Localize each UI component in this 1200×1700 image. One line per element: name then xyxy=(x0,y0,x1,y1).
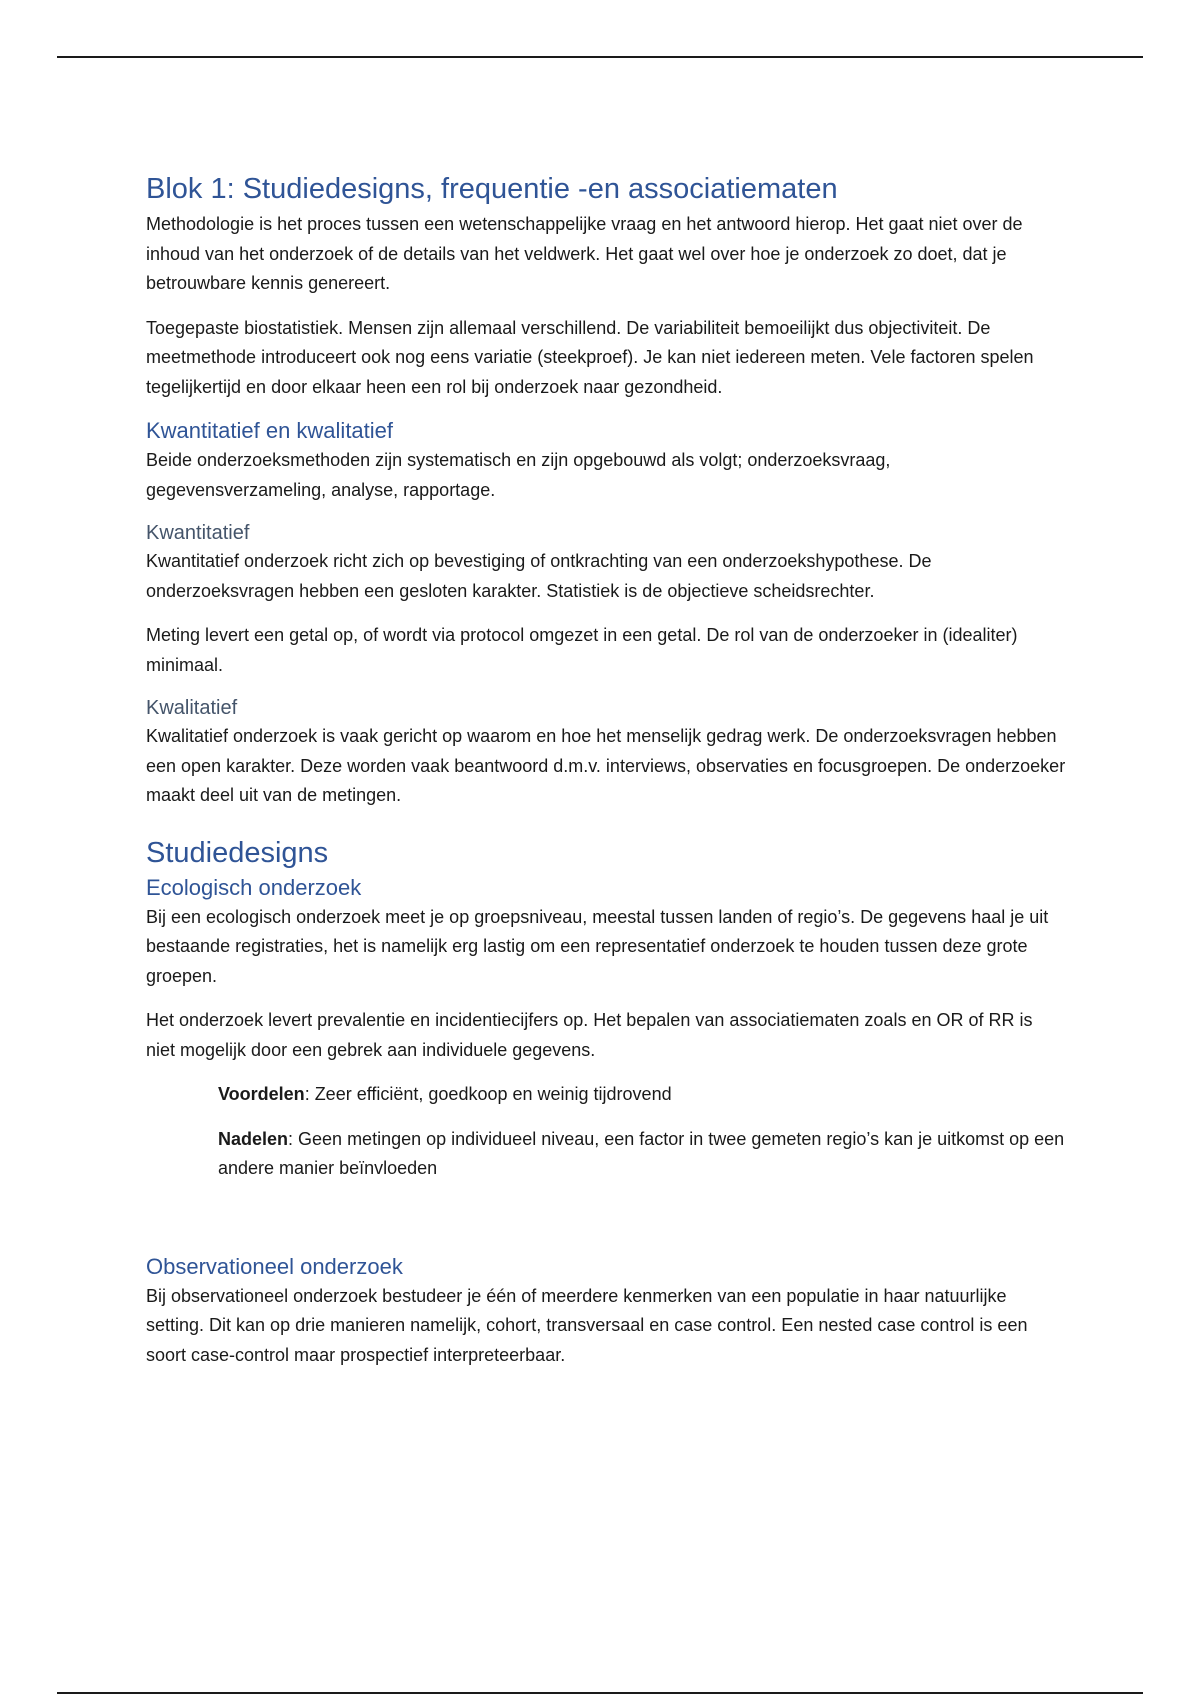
paragraph: Beide onderzoeksmethoden zijn systematisch en zijn opgebouwd als volgt; onderzoeksvraag, gegevensverzameling, analyse, rapportage. xyxy=(146,450,891,500)
paragraph: Kwantitatief onderzoek richt zich op bevestiging of ontkrachting van een onderzoekshypothese. De onderzoeksvragen hebben een gesloten karakter. Statistiek is de objectieve scheidsrechter. xyxy=(146,551,932,601)
section-heading-studiedesigns: Studiedesigns xyxy=(146,836,329,869)
nadelen-text: : Geen metingen op individueel niveau, een factor in twee gemeten regio’s kan je uitkomst op een andere manier beïnvloeden xyxy=(218,1128,1065,1178)
footer-rule xyxy=(57,1692,1143,1694)
document-title: Blok 1: Studiedesigns, frequentie -en associatiematen xyxy=(146,173,838,205)
paragraph: Methodologie is het proces tussen een wetenschappelijke vraag en het antwoord hierop. Het gaat niet over de inhoud van het onderzoek of de details van het veldwerk. Het gaat wel over hoe je onderzoek zo doet, dat je betrouwbare kennis genereert. xyxy=(146,214,1023,293)
paragraph: Het onderzoek levert prevalentie en incidentiecijfers op. Het bepalen van associatiematen zoals en OR of RR is niet mogelijk door een gebrek aan individuele gegevens. xyxy=(146,1010,1033,1060)
paragraph: Bij observationeel onderzoek bestudeer je één of meerdere kenmerken van een populatie in haar natuurlijke setting. Dit kan op drie manieren namelijk, cohort, transversaal en case control. Een nested case control is een soort case-control maar prospectief interpreteerbaar. xyxy=(146,1285,1028,1365)
nadelen-item xyxy=(218,1125,1066,1184)
header-rule xyxy=(57,56,1143,58)
section-heading-kwantitatief-en-kwalitatief: Kwantitatief en kwalitatief xyxy=(146,418,394,443)
paragraph: Meting levert een getal op, of wordt via protocol omgezet in een getal. De rol van de onderzoeker in (idealiter) minimaal. xyxy=(146,625,1018,675)
paragraph: Kwalitatief onderzoek is vaak gericht op waarom en hoe het menselijk gedrag werk. De onderzoeksvragen hebben een open karakter. Deze worden vaak beantwoord d.m.v. interviews, observaties en focusgroepen. De onderzoeker maakt deel uit van de metingen. xyxy=(146,726,1066,805)
paragraph: Bij een ecologisch onderzoek meet je op groepsniveau, meestal tussen landen of regio’s. De gegevens haal je uit bestaande registraties, het is namelijk erg lastig om een representatief onderzoek te houden tussen deze grote groepen. xyxy=(146,906,1049,986)
voordelen-text: : Zeer efficiënt, goedkoop en weinig tijdrovend xyxy=(304,1084,672,1104)
subsection-heading-kwantitatief: Kwantitatief xyxy=(146,522,250,544)
voordelen-item xyxy=(218,1080,1066,1110)
nadelen-label: Nadelen xyxy=(218,1128,289,1149)
subsection-heading-kwalitatief: Kwalitatief xyxy=(146,697,238,719)
empty-spacer xyxy=(146,1184,1066,1238)
section-heading-observationeel-onderzoek: Observationeel onderzoek xyxy=(146,1253,403,1279)
voordelen-label: Voordelen xyxy=(218,1084,305,1104)
paragraph: Toegepaste biostatistiek. Mensen zijn allemaal verschillend. De variabiliteit bemoeilijkt dus objectiviteit. De meetmethode introduceert ook nog eens variatie (steekproef). Je kan niet iedereen meten. Vele factoren spelen tegelijkertijd en door elkaar heen een rol bij onderzoek naar gezondheid. xyxy=(146,317,1034,397)
document-body xyxy=(146,168,1066,1370)
section-heading-ecologisch-onderzoek: Ecologisch onderzoek xyxy=(146,874,362,900)
